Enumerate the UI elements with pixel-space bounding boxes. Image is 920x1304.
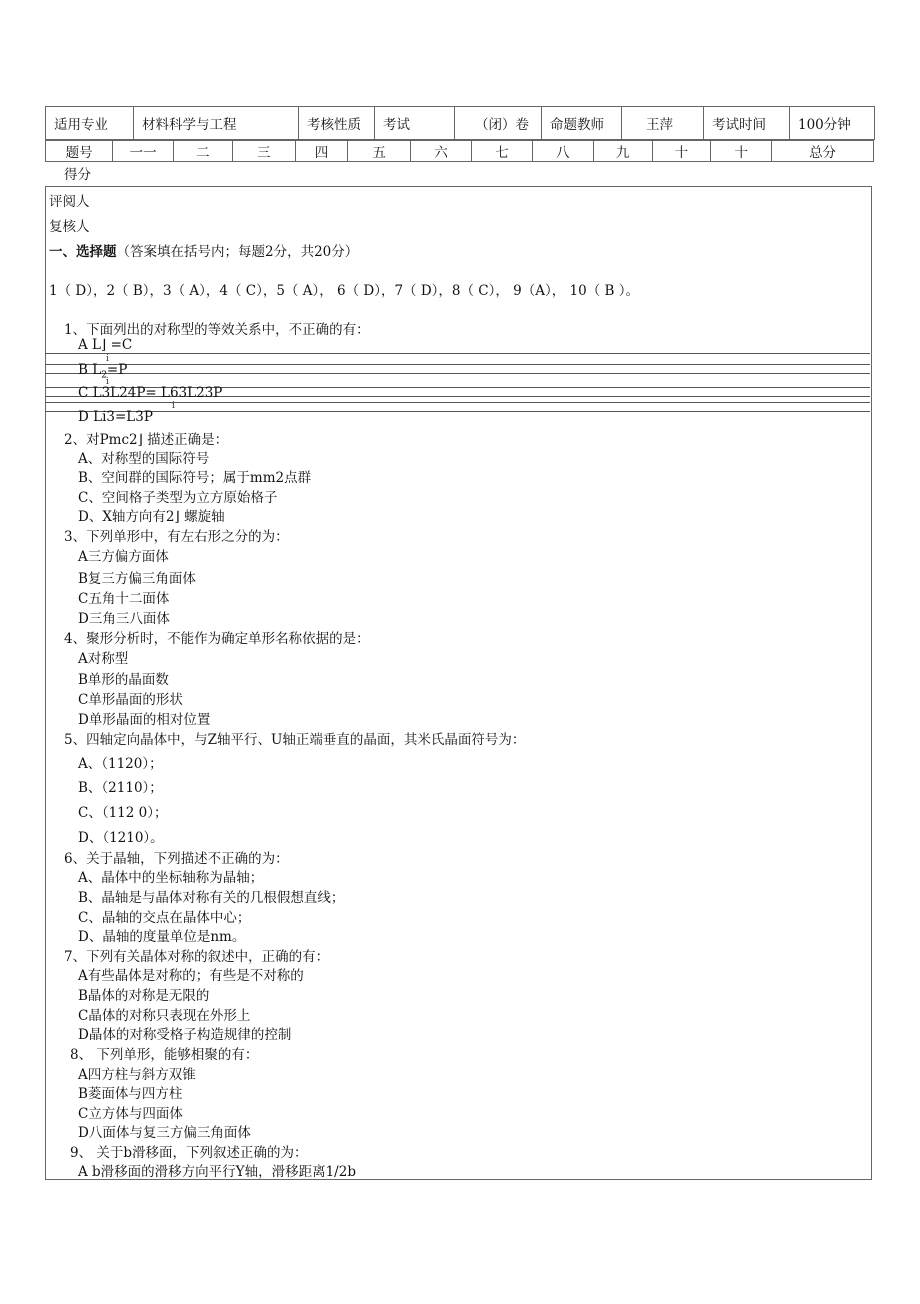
reviewer-label: 复核人 — [49, 219, 90, 235]
question-1-option-c: C L3L24P= L63L23P — [78, 385, 223, 401]
score-col-header: 四 — [295, 141, 347, 162]
question-8-option-c: C立方体与四面体 — [78, 1106, 183, 1122]
question-4-stem: 4、聚形分析时，不能作为确定单形名称依据的是： — [64, 631, 370, 647]
question-2-option-d: D、X轴方向有2⌋ 螺旋轴 — [78, 509, 225, 525]
question-1-option-b — [78, 362, 127, 381]
question-4-option-c: C单形晶面的形状 — [78, 692, 183, 708]
question-1-option-b-subscript: 2 — [101, 370, 107, 381]
question-5-option-c: C、（112 0）； — [78, 805, 168, 821]
score-col-header: 二 — [174, 141, 233, 162]
question-8-option-b: B菱面体与四方柱 — [78, 1086, 183, 1102]
question-4-option-b: B单形的晶面数 — [78, 672, 169, 688]
question-9-stem: 9、 关于b滑移面，下列叙述正确的为： — [70, 1145, 308, 1161]
question-6-stem: 6、关于晶轴，下列描述不正确的为： — [64, 851, 289, 867]
question-1-option-b-prefix: B L — [78, 362, 102, 378]
divider — [45, 353, 870, 354]
assessment-label: 考核性质 — [299, 107, 375, 140]
question-8-stem: 8、 下列单形，能够相聚的有： — [70, 1047, 259, 1063]
time-value: 100分钟 — [790, 107, 875, 140]
question-4-option-d: D单形晶面的相对位置 — [78, 712, 211, 728]
question-3-option-a: A三方偏方面体 — [78, 549, 169, 565]
score-col-header: 七 — [472, 141, 533, 162]
score-col-header: 五 — [348, 141, 411, 162]
section-title: 一、选择题 — [49, 244, 117, 260]
option-marker: i — [106, 377, 109, 387]
section-note: （答案填在括号内；每题2分，共20分） — [116, 244, 359, 260]
grader-label: 评阅人 — [49, 194, 90, 210]
question-3-option-c: C五角十二面体 — [78, 591, 170, 607]
question-6-option-b: B、晶轴是与晶体对称有关的几根假想直线； — [78, 890, 345, 906]
question-8-option-d: D八面体与复三方偏三角面体 — [78, 1125, 251, 1141]
option-bar — [45, 402, 870, 412]
score-col-header: 十 — [711, 141, 772, 162]
score-col-header: 八 — [532, 141, 593, 162]
question-5-option-d: D、（1210）。 — [78, 830, 164, 846]
score-col-header: 题号 — [46, 141, 113, 162]
question-5-stem: 5、四轴定向晶体中，与Z轴平行、U轴正端垂直的晶面，其米氏晶面符号为： — [64, 732, 526, 748]
question-9-option-a: A b滑移面的滑移方向平行Y轴，滑移距离1/2b — [78, 1164, 356, 1180]
question-7-option-a: A有些晶体是对称的；有些是不对称的 — [78, 968, 304, 984]
assessment-value: 考试 — [375, 107, 455, 140]
answer-key: 1（ D），2（ B），3（ A），4（ C），5（ A）， 6（ D），7（ D），8（ C）， 9（A）， 10（ B ）。 — [49, 283, 639, 299]
paper-type: （闭）卷 — [455, 107, 542, 140]
option-marker: i — [172, 401, 175, 411]
score-col-header: 十 — [652, 141, 711, 162]
question-7-option-c: C晶体的对称只表现在外形上 — [78, 1008, 251, 1024]
question-3-option-d: D三角三八面体 — [78, 611, 170, 627]
score-col-header: 一一 — [113, 141, 174, 162]
teacher-name: 王萍 — [622, 107, 704, 140]
question-2-stem: 2、对Pmc2⌋ 描述正确是： — [64, 432, 229, 448]
question-7-option-d: D晶体的对称受格子构造规律的控制 — [78, 1027, 292, 1043]
score-table-header-row — [46, 141, 874, 162]
score-col-header: 六 — [411, 141, 472, 162]
question-6-option-d: D、晶轴的度量单位是nm。 — [78, 929, 246, 945]
question-3-stem: 3、下列单形中，有左右形之分的为： — [64, 529, 289, 545]
option-marker: i — [106, 354, 109, 364]
question-8-option-a: A四方柱与斜方双锥 — [78, 1067, 196, 1083]
question-2-option-b: B、空间群的国际符号；属于mm2点群 — [78, 470, 312, 486]
question-3-option-b: B复三方偏三角面体 — [78, 571, 196, 587]
option-bar — [45, 364, 870, 374]
question-7-option-b: B晶体的对称是无限的 — [78, 988, 210, 1004]
question-5-option-a: A、（1120）； — [78, 756, 163, 772]
score-col-header: 三 — [232, 141, 295, 162]
exam-info-table — [45, 106, 875, 140]
question-6-option-c: C、晶轴的交点在晶体中心； — [78, 910, 251, 926]
question-6-option-a: A、晶体中的坐标轴称为晶轴； — [78, 870, 264, 886]
question-1-option-b-suffix: =P — [106, 362, 128, 378]
question-4-option-a: A对称型 — [78, 651, 129, 667]
major-label: 适用专业 — [46, 107, 134, 140]
question-1-option-a: A L⌋ =C — [78, 337, 133, 353]
question-1-stem: 1、下面列出的对称型的等效关系中，不正确的有： — [64, 322, 370, 338]
score-col-header: 九 — [593, 141, 652, 162]
section-heading — [49, 240, 358, 260]
question-2-option-c: C、空间格子类型为立方原始格子 — [78, 490, 278, 506]
question-7-stem: 7、下列有关晶体对称的叙述中，正确的有： — [64, 949, 330, 965]
question-2-option-a: A、对称型的国际符号 — [78, 451, 210, 467]
teacher-label: 命题教师 — [542, 107, 622, 140]
major-value: 材料科学与工程 — [134, 107, 299, 140]
question-5-option-b: B、（2110）； — [78, 780, 163, 796]
score-col-header: 总分 — [772, 141, 874, 162]
score-row-label: 得分 — [64, 167, 91, 183]
question-1-option-d: D Li3=L3P — [78, 409, 153, 425]
score-table — [45, 140, 874, 162]
time-label: 考试时间 — [704, 107, 790, 140]
